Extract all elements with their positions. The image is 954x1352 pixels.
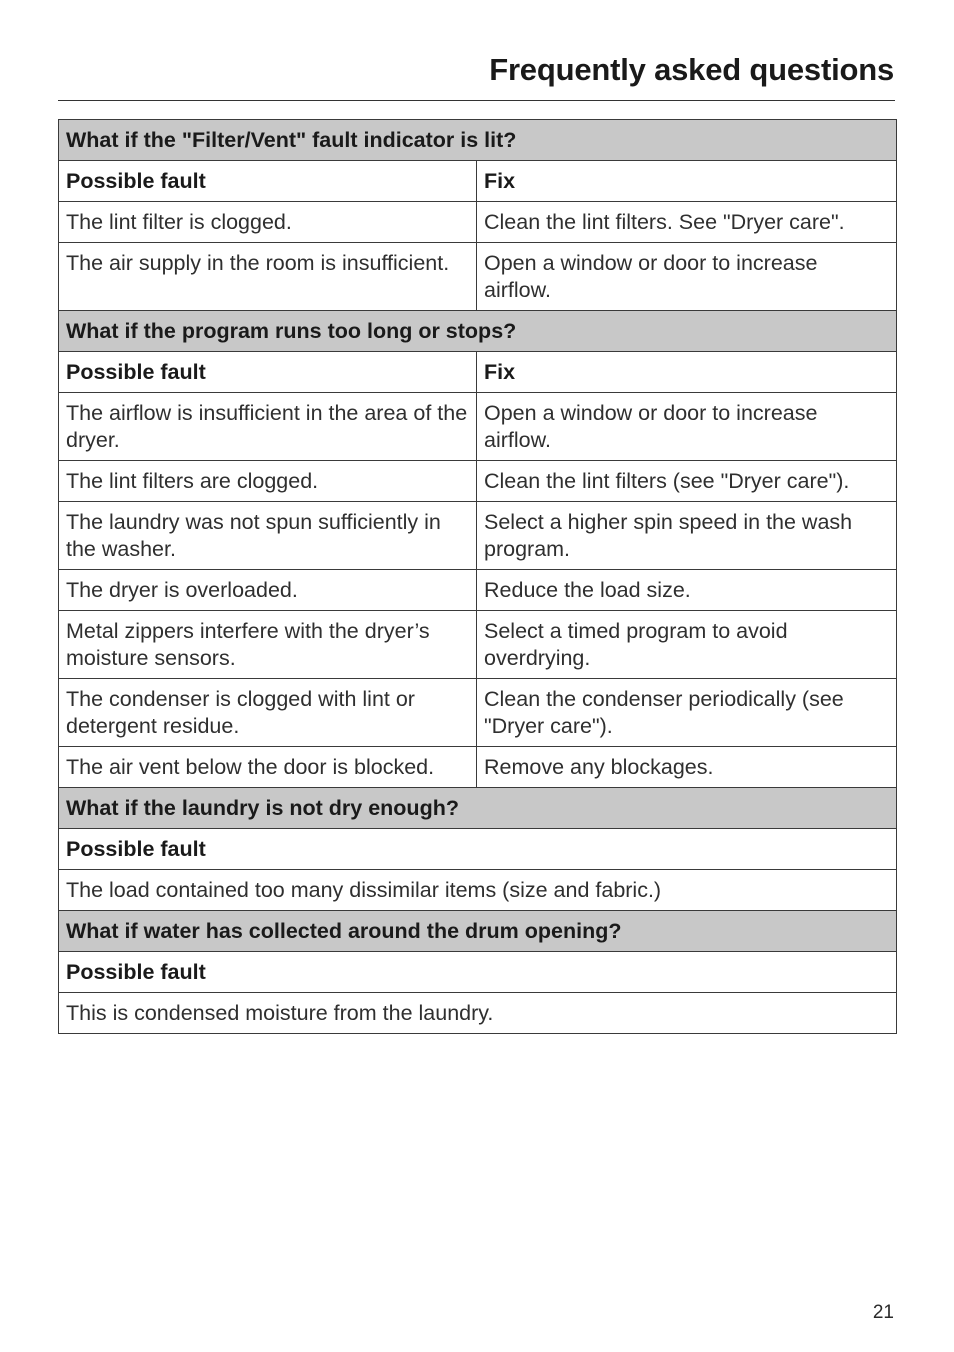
possible-fault-header: Possible fault	[59, 952, 897, 993]
table-row	[59, 747, 897, 788]
possible-fault-header: Possible fault	[59, 352, 477, 393]
fault-cell: The load contained too many dissimilar items (size and fabric.)	[59, 870, 897, 911]
section-header-row	[59, 911, 897, 952]
table-row	[59, 870, 897, 911]
section-header-row	[59, 788, 897, 829]
fault-cell: The lint filters are clogged.	[59, 461, 477, 502]
fault-cell: The lint filter is clogged.	[59, 202, 477, 243]
fault-cell: This is condensed moisture from the laundry.	[59, 993, 897, 1034]
table-row	[59, 243, 897, 311]
section-question: What if the program runs too long or stops?	[59, 311, 897, 352]
possible-fault-header: Possible fault	[59, 161, 477, 202]
fault-cell: Metal zippers interfere with the dryer’s moisture sensors.	[59, 611, 477, 679]
fix-cell: Select a timed program to avoid overdrying.	[477, 611, 897, 679]
table-row	[59, 611, 897, 679]
column-header-row	[59, 352, 897, 393]
fix-cell: Clean the condenser periodically (see "Dryer care").	[477, 679, 897, 747]
fix-cell: Reduce the load size.	[477, 570, 897, 611]
column-header-row	[59, 829, 897, 870]
section-header-row	[59, 120, 897, 161]
faq-table	[58, 119, 897, 1034]
possible-fault-header: Possible fault	[59, 829, 897, 870]
fix-header: Fix	[477, 161, 897, 202]
fix-cell: Open a window or door to increase airflow.	[477, 393, 897, 461]
section-question: What if water has collected around the drum opening?	[59, 911, 897, 952]
section-question: What if the laundry is not dry enough?	[59, 788, 897, 829]
page-number: 21	[872, 1302, 894, 1323]
table-row	[59, 502, 897, 570]
fix-cell: Select a higher spin speed in the wash program.	[477, 502, 897, 570]
table-row	[59, 202, 897, 243]
column-header-row	[59, 952, 897, 993]
fault-cell: The dryer is overloaded.	[59, 570, 477, 611]
fault-cell: The air vent below the door is blocked.	[59, 747, 477, 788]
table-row	[59, 461, 897, 502]
fix-cell: Open a window or door to increase airflow.	[477, 243, 897, 311]
fault-cell: The condenser is clogged with lint or detergent residue.	[59, 679, 477, 747]
title-divider	[58, 100, 895, 101]
fault-cell: The air supply in the room is insufficient.	[59, 243, 477, 311]
table-row	[59, 570, 897, 611]
fix-cell: Remove any blockages.	[477, 747, 897, 788]
column-header-row	[59, 161, 897, 202]
table-row	[59, 679, 897, 747]
fix-header: Fix	[477, 352, 897, 393]
fault-cell: The laundry was not spun sufficiently in the washer.	[59, 502, 477, 570]
table-row	[59, 393, 897, 461]
fault-cell: The airflow is insufficient in the area of the dryer.	[59, 393, 477, 461]
section-header-row	[59, 311, 897, 352]
fix-cell: Clean the lint filters (see "Dryer care").	[477, 461, 897, 502]
table-row	[59, 993, 897, 1034]
section-question: What if the "Filter/Vent" fault indicator is lit?	[59, 120, 897, 161]
page-title: Frequently asked questions	[489, 52, 894, 87]
fix-cell: Clean the lint filters. See "Dryer care".	[477, 202, 897, 243]
